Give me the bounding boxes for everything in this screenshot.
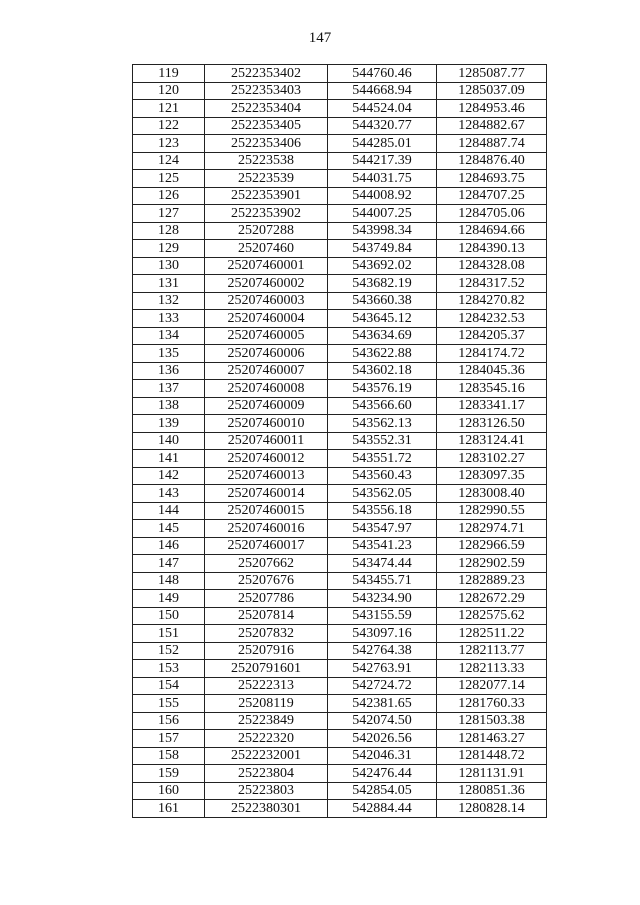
- coordinates-table: [132, 64, 547, 818]
- y-coordinate-cell: 1284270.82: [437, 292, 547, 310]
- x-coordinate-cell: 543474.44: [328, 555, 437, 573]
- x-coordinate-cell: 542046.31: [328, 747, 437, 765]
- y-coordinate-cell: 1282902.59: [437, 555, 547, 573]
- coordinates-table-body: [133, 65, 547, 818]
- table-row: [133, 432, 547, 450]
- point-number-cell: 140: [133, 432, 205, 450]
- point-number-cell: 147: [133, 555, 205, 573]
- y-coordinate-cell: 1282672.29: [437, 590, 547, 608]
- table-row: [133, 152, 547, 170]
- point-id-cell: 25207460011: [205, 432, 328, 450]
- table-row: [133, 117, 547, 135]
- point-number-cell: 152: [133, 642, 205, 660]
- point-id-cell: 25207460016: [205, 520, 328, 538]
- y-coordinate-cell: 1284328.08: [437, 257, 547, 275]
- point-number-cell: 144: [133, 502, 205, 520]
- point-id-cell: 2522353405: [205, 117, 328, 135]
- table-row: [133, 292, 547, 310]
- x-coordinate-cell: 543692.02: [328, 257, 437, 275]
- point-id-cell: 25207460013: [205, 467, 328, 485]
- x-coordinate-cell: 543552.31: [328, 432, 437, 450]
- y-coordinate-cell: 1283097.35: [437, 467, 547, 485]
- point-number-cell: 137: [133, 380, 205, 398]
- table-row: [133, 467, 547, 485]
- x-coordinate-cell: 543541.23: [328, 537, 437, 555]
- table-row: [133, 502, 547, 520]
- x-coordinate-cell: 542074.50: [328, 712, 437, 730]
- point-id-cell: 25207460008: [205, 380, 328, 398]
- point-id-cell: 2520791601: [205, 660, 328, 678]
- table-row: [133, 345, 547, 363]
- table-row: [133, 747, 547, 765]
- table-row: [133, 485, 547, 503]
- point-number-cell: 122: [133, 117, 205, 135]
- table-row: [133, 520, 547, 538]
- table-row: [133, 625, 547, 643]
- point-id-cell: 2522380301: [205, 800, 328, 818]
- x-coordinate-cell: 542884.44: [328, 800, 437, 818]
- x-coordinate-cell: 543097.16: [328, 625, 437, 643]
- y-coordinate-cell: 1281448.72: [437, 747, 547, 765]
- table-row: [133, 800, 547, 818]
- point-number-cell: 153: [133, 660, 205, 678]
- table-row: [133, 362, 547, 380]
- point-number-cell: 132: [133, 292, 205, 310]
- point-number-cell: 154: [133, 677, 205, 695]
- table-row: [133, 82, 547, 100]
- y-coordinate-cell: 1284694.66: [437, 222, 547, 240]
- y-coordinate-cell: 1284317.52: [437, 275, 547, 293]
- x-coordinate-cell: 544320.77: [328, 117, 437, 135]
- point-number-cell: 125: [133, 170, 205, 188]
- point-number-cell: 145: [133, 520, 205, 538]
- y-coordinate-cell: 1282575.62: [437, 607, 547, 625]
- point-id-cell: 25222320: [205, 730, 328, 748]
- point-number-cell: 159: [133, 765, 205, 783]
- table-row: [133, 590, 547, 608]
- point-number-cell: 133: [133, 310, 205, 328]
- point-number-cell: 161: [133, 800, 205, 818]
- table-row: [133, 327, 547, 345]
- point-id-cell: 25207460007: [205, 362, 328, 380]
- point-id-cell: 25207460001: [205, 257, 328, 275]
- x-coordinate-cell: 544524.04: [328, 100, 437, 118]
- x-coordinate-cell: 543556.18: [328, 502, 437, 520]
- y-coordinate-cell: 1284953.46: [437, 100, 547, 118]
- x-coordinate-cell: 543660.38: [328, 292, 437, 310]
- point-number-cell: 155: [133, 695, 205, 713]
- point-number-cell: 150: [133, 607, 205, 625]
- point-id-cell: 25207832: [205, 625, 328, 643]
- point-number-cell: 135: [133, 345, 205, 363]
- y-coordinate-cell: 1280851.36: [437, 782, 547, 800]
- x-coordinate-cell: 543645.12: [328, 310, 437, 328]
- y-coordinate-cell: 1284876.40: [437, 152, 547, 170]
- table-row: [133, 765, 547, 783]
- y-coordinate-cell: 1284232.53: [437, 310, 547, 328]
- y-coordinate-cell: 1282113.33: [437, 660, 547, 678]
- table-row: [133, 65, 547, 83]
- x-coordinate-cell: 544008.92: [328, 187, 437, 205]
- point-number-cell: 156: [133, 712, 205, 730]
- y-coordinate-cell: 1282077.14: [437, 677, 547, 695]
- x-coordinate-cell: 543749.84: [328, 240, 437, 258]
- y-coordinate-cell: 1282511.22: [437, 625, 547, 643]
- table-row: [133, 782, 547, 800]
- y-coordinate-cell: 1284882.67: [437, 117, 547, 135]
- table-row: [133, 397, 547, 415]
- y-coordinate-cell: 1282966.59: [437, 537, 547, 555]
- point-id-cell: 2522353403: [205, 82, 328, 100]
- x-coordinate-cell: 544668.94: [328, 82, 437, 100]
- y-coordinate-cell: 1283126.50: [437, 415, 547, 433]
- table-row: [133, 555, 547, 573]
- point-number-cell: 119: [133, 65, 205, 83]
- x-coordinate-cell: 542764.38: [328, 642, 437, 660]
- point-number-cell: 134: [133, 327, 205, 345]
- point-number-cell: 136: [133, 362, 205, 380]
- point-number-cell: 126: [133, 187, 205, 205]
- x-coordinate-cell: 543560.43: [328, 467, 437, 485]
- point-number-cell: 130: [133, 257, 205, 275]
- point-number-cell: 121: [133, 100, 205, 118]
- x-coordinate-cell: 542763.91: [328, 660, 437, 678]
- point-number-cell: 143: [133, 485, 205, 503]
- point-number-cell: 120: [133, 82, 205, 100]
- point-number-cell: 131: [133, 275, 205, 293]
- y-coordinate-cell: 1282889.23: [437, 572, 547, 590]
- x-coordinate-cell: 543547.97: [328, 520, 437, 538]
- x-coordinate-cell: 543155.59: [328, 607, 437, 625]
- y-coordinate-cell: 1282990.55: [437, 502, 547, 520]
- point-id-cell: 25207460003: [205, 292, 328, 310]
- point-id-cell: 25207288: [205, 222, 328, 240]
- point-id-cell: 2522353901: [205, 187, 328, 205]
- y-coordinate-cell: 1283124.41: [437, 432, 547, 450]
- point-id-cell: 25207460012: [205, 450, 328, 468]
- point-number-cell: 151: [133, 625, 205, 643]
- y-coordinate-cell: 1284705.06: [437, 205, 547, 223]
- x-coordinate-cell: 544760.46: [328, 65, 437, 83]
- x-coordinate-cell: 543455.71: [328, 572, 437, 590]
- table-row: [133, 240, 547, 258]
- y-coordinate-cell: 1282113.77: [437, 642, 547, 660]
- point-number-cell: 124: [133, 152, 205, 170]
- table-row: [133, 712, 547, 730]
- point-id-cell: 25207460017: [205, 537, 328, 555]
- table-row: [133, 380, 547, 398]
- point-number-cell: 141: [133, 450, 205, 468]
- x-coordinate-cell: 544285.01: [328, 135, 437, 153]
- table-row: [133, 222, 547, 240]
- point-id-cell: 2522353402: [205, 65, 328, 83]
- x-coordinate-cell: 543634.69: [328, 327, 437, 345]
- point-id-cell: 2522232001: [205, 747, 328, 765]
- table-row: [133, 730, 547, 748]
- point-number-cell: 128: [133, 222, 205, 240]
- x-coordinate-cell: 543562.05: [328, 485, 437, 503]
- table-row: [133, 642, 547, 660]
- table-row: [133, 135, 547, 153]
- point-id-cell: 25207460014: [205, 485, 328, 503]
- point-number-cell: 123: [133, 135, 205, 153]
- point-id-cell: 25223538: [205, 152, 328, 170]
- point-id-cell: 25207786: [205, 590, 328, 608]
- point-number-cell: 127: [133, 205, 205, 223]
- x-coordinate-cell: 542854.05: [328, 782, 437, 800]
- y-coordinate-cell: 1284045.36: [437, 362, 547, 380]
- x-coordinate-cell: 543622.88: [328, 345, 437, 363]
- x-coordinate-cell: 543998.34: [328, 222, 437, 240]
- point-id-cell: 25207916: [205, 642, 328, 660]
- y-coordinate-cell: 1283545.16: [437, 380, 547, 398]
- point-number-cell: 138: [133, 397, 205, 415]
- table-row: [133, 695, 547, 713]
- table-row: [133, 450, 547, 468]
- y-coordinate-cell: 1283008.40: [437, 485, 547, 503]
- y-coordinate-cell: 1284693.75: [437, 170, 547, 188]
- point-number-cell: 139: [133, 415, 205, 433]
- y-coordinate-cell: 1281760.33: [437, 695, 547, 713]
- y-coordinate-cell: 1284390.13: [437, 240, 547, 258]
- table-row: [133, 100, 547, 118]
- point-number-cell: 142: [133, 467, 205, 485]
- point-id-cell: 25207460: [205, 240, 328, 258]
- point-id-cell: 2522353406: [205, 135, 328, 153]
- x-coordinate-cell: 543551.72: [328, 450, 437, 468]
- x-coordinate-cell: 543566.60: [328, 397, 437, 415]
- point-id-cell: 25207676: [205, 572, 328, 590]
- point-id-cell: 25207460006: [205, 345, 328, 363]
- x-coordinate-cell: 543602.18: [328, 362, 437, 380]
- table-row: [133, 415, 547, 433]
- y-coordinate-cell: 1284707.25: [437, 187, 547, 205]
- table-row: [133, 537, 547, 555]
- point-id-cell: 25208119: [205, 695, 328, 713]
- point-number-cell: 129: [133, 240, 205, 258]
- table-row: [133, 677, 547, 695]
- point-id-cell: 25207460005: [205, 327, 328, 345]
- point-id-cell: 25223849: [205, 712, 328, 730]
- y-coordinate-cell: 1281131.91: [437, 765, 547, 783]
- table-row: [133, 275, 547, 293]
- y-coordinate-cell: 1283341.17: [437, 397, 547, 415]
- x-coordinate-cell: 542724.72: [328, 677, 437, 695]
- x-coordinate-cell: 544007.25: [328, 205, 437, 223]
- y-coordinate-cell: 1284887.74: [437, 135, 547, 153]
- point-id-cell: 25207662: [205, 555, 328, 573]
- x-coordinate-cell: 543234.90: [328, 590, 437, 608]
- point-id-cell: 25207460004: [205, 310, 328, 328]
- x-coordinate-cell: 542381.65: [328, 695, 437, 713]
- point-id-cell: 25222313: [205, 677, 328, 695]
- y-coordinate-cell: 1284205.37: [437, 327, 547, 345]
- y-coordinate-cell: 1282974.71: [437, 520, 547, 538]
- table-row: [133, 187, 547, 205]
- y-coordinate-cell: 1281503.38: [437, 712, 547, 730]
- point-id-cell: 25223803: [205, 782, 328, 800]
- y-coordinate-cell: 1285037.09: [437, 82, 547, 100]
- x-coordinate-cell: 543562.13: [328, 415, 437, 433]
- table-row: [133, 310, 547, 328]
- page-number: 147: [308, 30, 332, 46]
- table-row: [133, 607, 547, 625]
- y-coordinate-cell: 1284174.72: [437, 345, 547, 363]
- table-row: [133, 660, 547, 678]
- point-number-cell: 160: [133, 782, 205, 800]
- point-number-cell: 157: [133, 730, 205, 748]
- y-coordinate-cell: 1283102.27: [437, 450, 547, 468]
- x-coordinate-cell: 544031.75: [328, 170, 437, 188]
- table-row: [133, 170, 547, 188]
- point-id-cell: 25207460009: [205, 397, 328, 415]
- y-coordinate-cell: 1280828.14: [437, 800, 547, 818]
- point-id-cell: 25207814: [205, 607, 328, 625]
- point-number-cell: 146: [133, 537, 205, 555]
- point-id-cell: 25207460015: [205, 502, 328, 520]
- point-number-cell: 149: [133, 590, 205, 608]
- table-row: [133, 572, 547, 590]
- table-row: [133, 257, 547, 275]
- x-coordinate-cell: 544217.39: [328, 152, 437, 170]
- y-coordinate-cell: 1281463.27: [437, 730, 547, 748]
- x-coordinate-cell: 542476.44: [328, 765, 437, 783]
- x-coordinate-cell: 542026.56: [328, 730, 437, 748]
- point-number-cell: 158: [133, 747, 205, 765]
- table-row: [133, 205, 547, 223]
- x-coordinate-cell: 543682.19: [328, 275, 437, 293]
- point-id-cell: 25207460002: [205, 275, 328, 293]
- x-coordinate-cell: 543576.19: [328, 380, 437, 398]
- y-coordinate-cell: 1285087.77: [437, 65, 547, 83]
- point-id-cell: 25207460010: [205, 415, 328, 433]
- point-number-cell: 148: [133, 572, 205, 590]
- point-id-cell: 2522353902: [205, 205, 328, 223]
- point-id-cell: 25223804: [205, 765, 328, 783]
- point-id-cell: 2522353404: [205, 100, 328, 118]
- point-id-cell: 25223539: [205, 170, 328, 188]
